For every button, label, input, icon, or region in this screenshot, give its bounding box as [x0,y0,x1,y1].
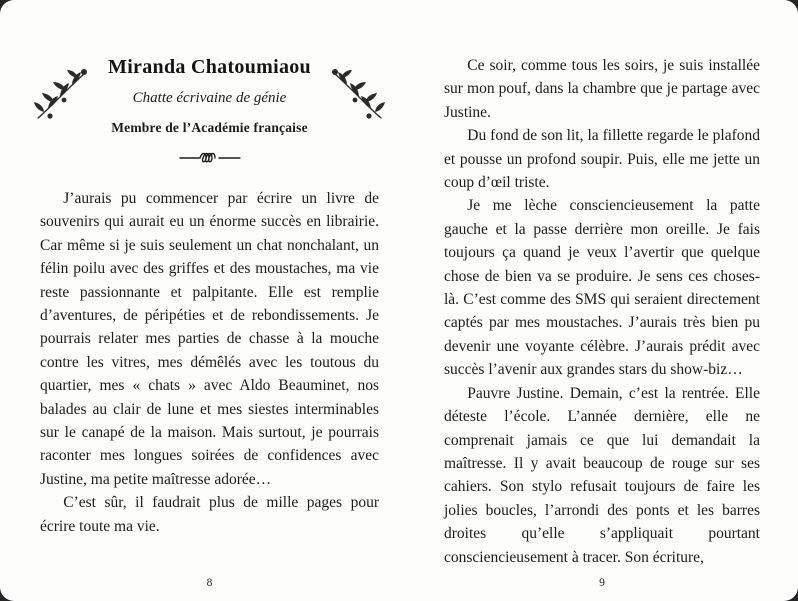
body-paragraph: Pauvre Justine. Demain, c’est la rentrée. Elle déteste l’école. L’année dernière, elle ne comprenait jamais ce que lui demandait la maîtresse. Il y avait beaucoup de rouge sur ses cahiers. Son stylo refusait toujours de faire les jolies boucles, l’arrondi des ponts et les barres droites qu’elle s’appliquait pourtant consciencieusement à tracer. Son écriture, [444,384,760,566]
body-paragraph: Je me lèche consciencieusement la patte gauche et la passe derrière mon oreille. Je fais toujours ça quand je veux l’avertir que quelque chose de bien va se produire. Je sens ces choses-là. C’est comme des SMS qui seraient directement captés par mes moustaches. J’aurais très bien pu devenir une voyante célèbre. J’aurais prédit avec succès l’avenir aux grandes stars du show-biz… [444,197,760,379]
page-right [399,0,798,601]
author-subtitle: Chatte écrivaine de génie [132,90,287,106]
body-paragraph: J’aurais pu commencer par écrire un livre de souvenirs qui aurait eu un énorme succès en librairie. Car même si je suis seulement un chat nonchalant, un félin poilu avec des griffes et des moustaches, ma vie reste passionnante et palpitante. Elle est remplie d’aventures, de péripéties et de rebondissements. Je pourrais relater mes parties de chasse à la mouche contre les vitres, mes démêlés avec les toutous du quartier, mes « chats » avec Aldo Beauminet, nos balades au clair de lune et mes siestes interminables sur le canapé de la maison. Mais surtout, je pourrais raconter mes longues soirées de confidences avec Justine, ma petite maîtresse adorée… [40,190,379,488]
body-paragraph: Du fond de son lit, la fillette regarde le plafond et pousse un profond soupir. Puis, elle me jette un coup d’œil triste. [444,127,760,192]
body-paragraph: Ce soir, comme tous les soirs, je suis installée sur mon pouf, dans la chambre que je partage avec Justine. [444,57,760,121]
squiggle-divider-icon [40,151,379,167]
left-page-text [40,187,379,538]
body-paragraph: C’est sûr, il faudrait plus de mille pages pour écrire toute ma vie. [40,494,379,535]
olive-branch-right-icon [329,64,385,124]
page-number-left: 8 [206,577,213,589]
author-affiliation: Membre de l’Académie française [111,120,308,135]
author-title: Miranda Chatoumiaou [108,56,311,78]
chapter-header [40,56,379,167]
olive-branch-left-icon [34,64,90,124]
page-number-right: 9 [599,577,605,589]
right-page-text [444,54,760,569]
